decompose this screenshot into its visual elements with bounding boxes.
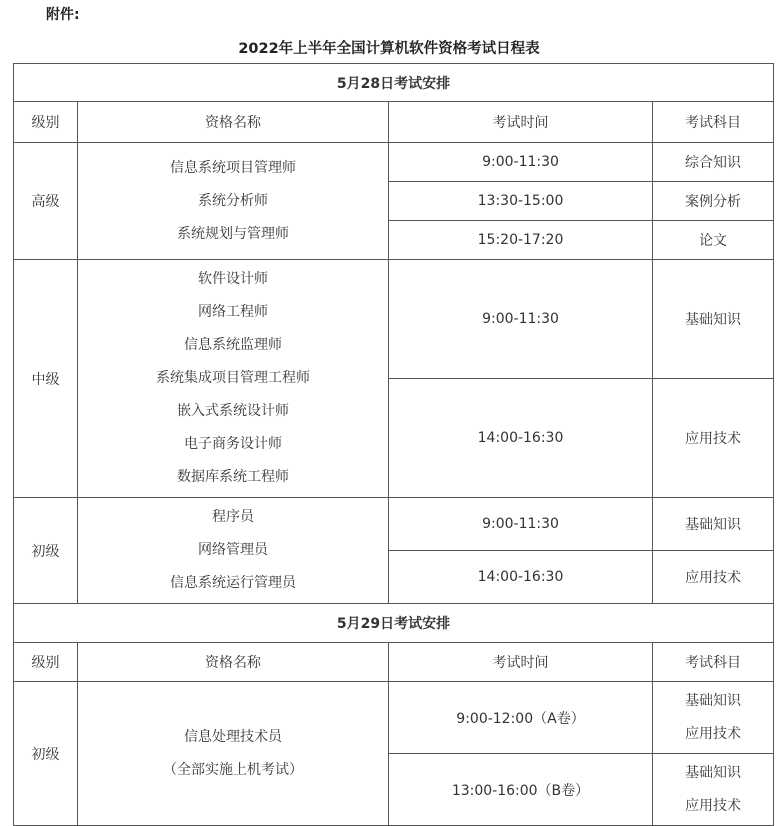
exam-subjects bbox=[653, 754, 774, 826]
table-row bbox=[14, 260, 774, 379]
qualification-names-day2 bbox=[78, 682, 389, 826]
exam-time: 14:00-16:30 bbox=[389, 379, 653, 498]
col-header-level: 级别 bbox=[14, 102, 78, 143]
qualification-name: 信息系统监理师 bbox=[184, 337, 282, 353]
qualification-note: （全部实施上机考试） bbox=[163, 761, 303, 778]
table-row bbox=[14, 682, 774, 754]
exam-time: 9:00-11:30 bbox=[389, 498, 653, 551]
col-header-level: 级别 bbox=[14, 643, 78, 682]
qualification-names-intermediate bbox=[78, 260, 389, 498]
day2-heading-row bbox=[14, 604, 774, 643]
col-header-name: 资格名称 bbox=[78, 643, 389, 682]
exam-subject: 综合知识 bbox=[653, 143, 774, 182]
qualification-name: 信息处理技术员 bbox=[184, 728, 282, 745]
attachment-label: 附件: bbox=[46, 7, 80, 23]
level-cell-junior-day2: 初级 bbox=[14, 682, 78, 826]
level-cell-intermediate: 中级 bbox=[14, 260, 78, 498]
exam-subject: 基础知识 bbox=[653, 260, 774, 379]
qualification-names-senior bbox=[78, 143, 389, 260]
qualification-name: 网络工程师 bbox=[198, 304, 268, 320]
col-header-time: 考试时间 bbox=[389, 102, 653, 143]
day2-heading: 5月29日考试安排 bbox=[14, 604, 774, 643]
exam-subject: 论文 bbox=[653, 221, 774, 260]
day1-heading: 5月28日考试安排 bbox=[14, 64, 774, 102]
exam-subject: 基础知识 bbox=[685, 764, 742, 781]
exam-time: 13:00-16:00（B卷） bbox=[389, 754, 653, 826]
exam-subjects bbox=[653, 682, 774, 754]
exam-time: 15:20-17:20 bbox=[389, 221, 653, 260]
qualification-name: 电子商务设计师 bbox=[184, 436, 282, 452]
exam-time: 13:30-15:00 bbox=[389, 182, 653, 221]
col-header-subject: 考试科目 bbox=[653, 643, 774, 682]
level-cell-senior: 高级 bbox=[14, 143, 78, 260]
qualification-name: 系统集成项目管理工程师 bbox=[156, 370, 310, 386]
level-cell-junior: 初级 bbox=[14, 498, 78, 604]
table-row bbox=[14, 498, 774, 551]
exam-subject: 案例分析 bbox=[653, 182, 774, 221]
exam-time: 14:00-16:30 bbox=[389, 551, 653, 604]
exam-subject: 应用技术 bbox=[685, 725, 742, 742]
qualification-name: 系统分析师 bbox=[198, 192, 268, 209]
exam-subject: 基础知识 bbox=[685, 692, 742, 709]
document-title: 2022年上半年全国计算机软件资格考试日程表 bbox=[238, 41, 540, 57]
day2-column-header-row bbox=[14, 643, 774, 682]
qualification-name: 程序员 bbox=[212, 509, 254, 525]
exam-schedule-table bbox=[13, 63, 774, 826]
qualification-name: 网络管理员 bbox=[198, 542, 268, 558]
exam-subject: 基础知识 bbox=[653, 498, 774, 551]
qualification-name: 嵌入式系统设计师 bbox=[177, 403, 289, 419]
col-header-name: 资格名称 bbox=[78, 102, 389, 143]
exam-subject: 应用技术 bbox=[653, 379, 774, 498]
day1-column-header-row bbox=[14, 102, 774, 143]
day1-heading-row bbox=[14, 64, 774, 102]
qualification-name: 系统规划与管理师 bbox=[177, 225, 289, 242]
col-header-subject: 考试科目 bbox=[653, 102, 774, 143]
qualification-name: 信息系统运行管理员 bbox=[170, 575, 296, 591]
qualification-name: 信息系统项目管理师 bbox=[170, 159, 296, 176]
exam-subject: 应用技术 bbox=[685, 797, 742, 814]
table-row bbox=[14, 143, 774, 182]
qualification-name: 软件设计师 bbox=[198, 271, 268, 287]
qualification-names-junior bbox=[78, 498, 389, 604]
col-header-time: 考试时间 bbox=[389, 643, 653, 682]
exam-time: 9:00-11:30 bbox=[389, 143, 653, 182]
qualification-name: 数据库系统工程师 bbox=[177, 469, 289, 485]
exam-time: 9:00-12:00（A卷） bbox=[389, 682, 653, 754]
exam-subject: 应用技术 bbox=[653, 551, 774, 604]
exam-time: 9:00-11:30 bbox=[389, 260, 653, 379]
